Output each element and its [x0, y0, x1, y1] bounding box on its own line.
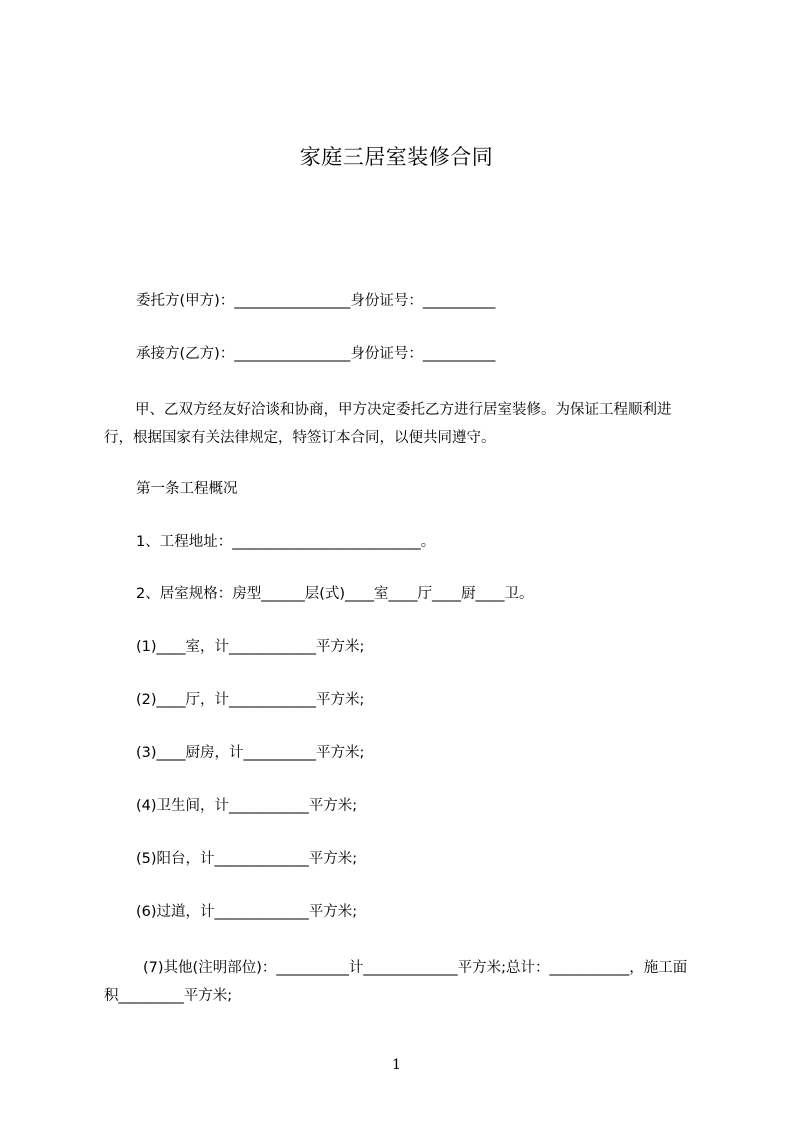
room-item-5: (5)阳台，计_____________平方米;: [136, 851, 358, 867]
party-a-line: 委托方(甲方)：________________身份证号：__________: [136, 293, 496, 309]
article-1-heading: 第一条工程概况: [136, 481, 238, 497]
room-item-2: (2)____厅，计____________平方米;: [136, 692, 365, 708]
page-number: 1: [392, 1057, 401, 1073]
party-b-line: 承接方(乙方)：________________身份证号：__________: [136, 346, 496, 362]
room-specs-line: 2、居室规格：房型______层(式)____室____厅____厨____卫。: [136, 586, 534, 602]
document-title: 家庭三居室装修合同: [299, 145, 494, 169]
room-item-4: (4)卫生间，计___________平方米;: [136, 798, 358, 814]
project-address-line: 1、工程地址：__________________________。: [136, 534, 436, 550]
room-item-1: (1)____室，计____________平方米;: [136, 639, 365, 655]
room-item-6: (6)过道，计_____________平方米;: [136, 904, 358, 920]
intro-paragraph: 甲、乙双方经友好洽谈和协商，甲方决定委托乙方进行居室装修。为保证工程顺利进行，根据国家有关法律规定，特签订本合同，以便共同遵守。: [104, 402, 672, 446]
room-item-3: (3)____厨房，计__________平方米;: [136, 745, 365, 761]
room-item-7-other: (7)其他(注明部位)：__________计_____________平方米;总计：___________，施工面积_________平方米;: [104, 960, 688, 1004]
